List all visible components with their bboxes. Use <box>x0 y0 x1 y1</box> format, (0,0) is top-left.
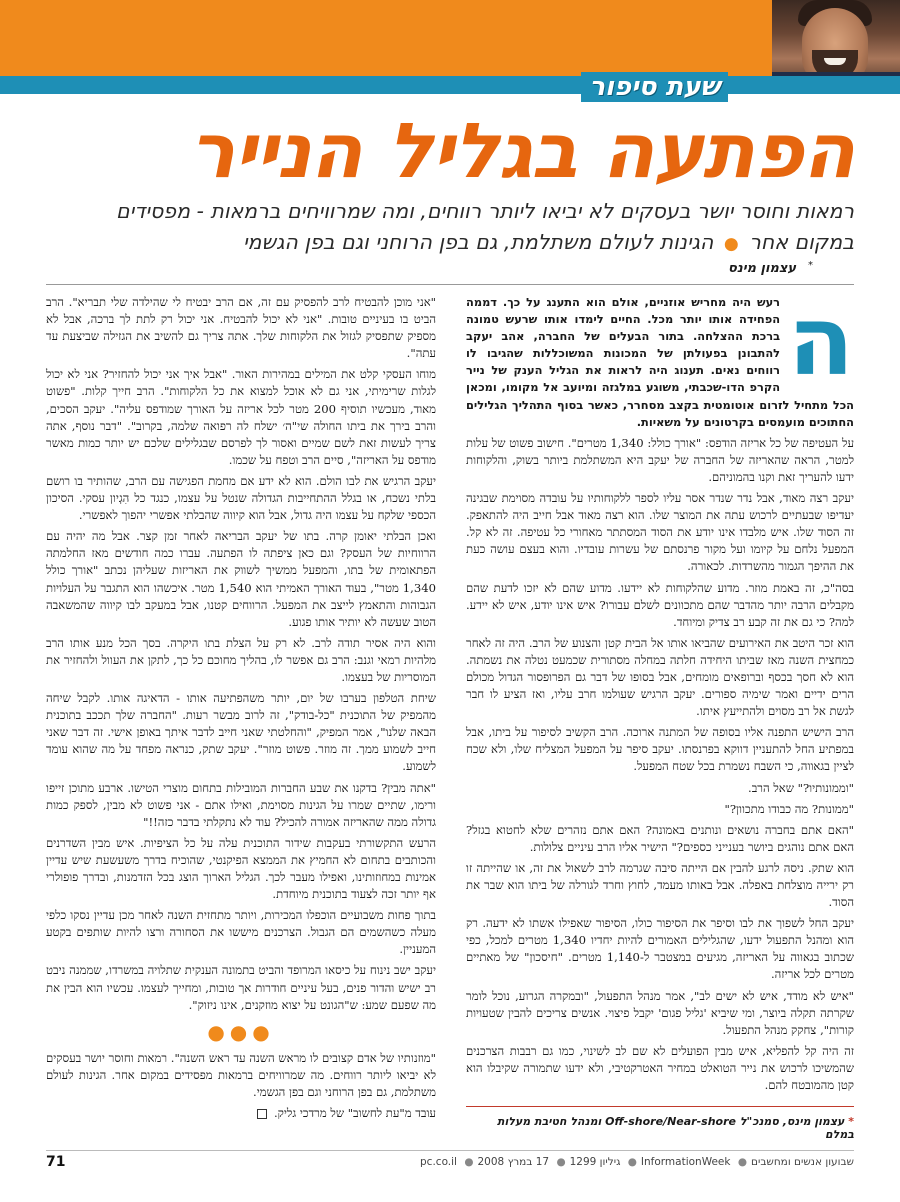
subhead-line-2 <box>46 227 854 260</box>
body-paragraph: "אתה מבין? בדקנו את שבע החברות המובילות בתחום מוצרי הטישו. ארבע מתוכן זייפו ורימו, שתיים שמרו על הגינות מסוימת, ואילו אתם - אני פשוט לא מבין, לספק כמות גדולה ממה שהאריזה אמורה להכיל? עוד לא נתקלתי בדבר כזה!!" <box>46 780 436 829</box>
footer-issue: גיליון 1299 <box>569 1156 621 1168</box>
body-paragraph: "האם אתם בחברה נושאים ונותנים באמונה? האם אתם נזהרים שלא לחטוא בגזל? האם אתם נוהגים ביושר בענייני כספים?" הישיר אליו הרב עיניים צלולות. <box>466 822 854 854</box>
body-paragraph: זה היה קל להפליא, איש מבין הפועלים לא שם לב לשינוי, כמו גם רבבות הצרכנים שהמשיכו לרכוש את נייר הטואלט במחיר האטרקטיבי, ולא ידעו שתמורה שקיבלו הוא קטן מהמובטח להם. <box>466 1043 854 1093</box>
header-orange-band <box>0 0 900 76</box>
body-paragraph: יעקב ישב נינוח על כיסאו המרופד והביט בתמונה הענקית שתלויה במשרדו, שממנה ניבט רב ישיש והדור פנים, בעל עיניים חודרות אך טובות, ומחייך לעצמו. עכשיו הוא הבין את מה שפעם שמע: ש"הגונט על יצוא מוזקנים, אינו ניזוק". <box>46 963 436 1012</box>
section-separator-dots: ●●● <box>207 1019 275 1044</box>
article-headline: הפתעה בגליל הנייר <box>189 106 854 195</box>
body-paragraph: יעקב רצה מאוד, אבל נדר שנדר אסר עליו לספר ללקוחותיו על עובדה מסוימת שבגינה יעדיפו שבעתיים לרכוש עתה את המוצר שלו. הוא רצה מאוד אבל חייב היה להתאפק. זה הסוד שלו. איש מלבדו אינו יודע את הסוד המסתתר מאחורי כל עטיפה. זה לא קל. המפעל נלחם על קיומו ועל מקור פרנסתם של עשרות עובדיו. והוא בעצם עושה כעת את ההיפך הגמור מהשרדות. לכאורה. <box>466 491 854 574</box>
end-mark-icon <box>257 1109 267 1119</box>
author-note <box>466 1106 854 1141</box>
divider <box>46 284 854 285</box>
body-paragraph: על העטיפה של כל אריזה הודפס: "אורך כולל: 1,340 מטרים". חישוב פשוט של עלות למטר, הראה שהאריזה של החברה של יעקב היא המשתלמת ביותר בשוק, והלקוחות ידעו להעריך זאת וקנו בהמוניהם. <box>466 435 855 484</box>
body-paragraph: יעקב הרגיש את לבו הולם. הוא לא ידע אם מחמת הפגישה עם הרב, שהותיר בו רושם בלתי נשכח, או בגלל ההתחייבות הגדולה שנטל על עצמו, כנגד כל הִגְיון עסקי. הסיכון הכספי שלקח על עצמו היה גדול, אבל הוא קיווה שהבלתי אפשרי יהפוך לאפשרי. <box>46 473 436 523</box>
footer-publication: שבועון אנשים ומחשבים <box>751 1156 854 1168</box>
body-paragraph: הרב הישיש התפנה אליו בסופה של המתנה ארוכה. הרב הקשיב לסיפור על ביתו, אבל במפתיע החל להתעניין דווקא בפרנסתו. יעקב סיפר על המפעל המצליח שלו, ולא שכח לציין בגאווה, כי השבח נשמרת בכל שטח המפעל. <box>466 725 854 774</box>
body-paragraph: בסה"כ, זה באמת מוזר. מדוע שהלקוחות לא יידעו. מדוע שהם לא יזכו לדעת שהם מקבלים הרבה יותר מהדבר שהם מתכוונים לשלם עבורו? איש אינו יודע, איש לא יידע. למה? כי גם את זה קבע רב צדיק ומיוחד. <box>466 580 854 629</box>
right-column-body <box>466 435 854 1094</box>
drop-cap: ה <box>788 285 854 397</box>
photo-smile <box>824 58 846 65</box>
body-paragraph: "ממונות? מה כבודו מתכוון?" <box>724 801 854 816</box>
closing-credit-line <box>46 1105 436 1122</box>
header-blue-bar <box>0 76 900 94</box>
body-paragraph: "איש לא מודד, איש לא ישים לב", אמר מנהל התפעול, "ובמקרה הגרוע, נוכל לומר שקרתה תקלה ביוצר, ומי שיביא 'גליל פגום' יקבל פיצוי. אנשים צריכים להבין שטעויות קורות", צחקק מנהל התפעול. <box>466 988 854 1037</box>
footer-date: 17 במרץ 2008 <box>477 1156 550 1168</box>
bullet-icon: ● <box>723 234 739 254</box>
article-subhead <box>46 196 854 260</box>
left-column-body <box>46 294 436 1014</box>
author-photo <box>772 0 900 84</box>
closing-credit: עובד מ"עת לחשוב" של מרדכי גליק. <box>274 1106 436 1121</box>
subhead-line-2b: הגינות לעולם משתלמת, גם בפן הרוחני וגם בפן הגשמי <box>242 230 714 254</box>
body-paragraph: הוא זכר היטב את האירועים שהביאו אותו אל הבית קטן והצנוע של הרב. היה זה לאחר כמחצית השנה מאז שביתו היחידה חלתה במחלה מסתורית שכמעט נטלה את נשמתה. הוא לא חסך בכסף וברופאים מומחים, אבל בסופו של דבר גם הפרופסור הגדול מכולם הרים ידיים ואמר שימיה ספורים. יעקב הרגיש שעולמו חרב עליו, ואז הציע לו חבר לגשת אל רב מסוים ולהתייעץ איתו. <box>466 635 854 719</box>
body-paragraph: יעקב החל לשפוך את לבו וסיפר את הסיפור כולו, הסיפור שאפילו אשתו לא ידעה. רק הוא ומהנל התפעול ידעו, שהגלילים האמורים להיות יחדיו 1,340 מטרים למכל, כפי שכתוב בגאווה על האריזה, מגיעים במצטבר ל-1,140 מטרים. "חיסכון" של מאתיים מטרים לכל אריזה. <box>466 916 854 982</box>
body-paragraph: הרעש התקשורתי בעקבות שידור התוכנית עלה על כל הציפיות. איש מבין השדרנים והכותבים בתחום לא החמיץ את הממצא הפיקנטי, שהוכיח בדרך משעשעת שיש עדיין אמינות במחוזותינו, ואפילו מעבר לכך. הגליל הארוך הוצג בכל הזדמנות, ובדרך פופולרי אף יותר זכה לצעוד בתוכנית מיוחדת. <box>46 835 436 902</box>
body-paragraph: מוחו העסקי קלט את המילים במהירות האור. "אבל איך אני יכול להחזיר? אני לא יכול לגלות שרימיתי, אני גם לא אוכל למצוא את כל הלקוחות". הרב חייך קלות. "פשוט מאוד, מעכשיו תוסיף 200 מטר לכל אריזה על האורך שמודפס עליה". יעקב הסכים, והרב בירך את ביתו החולה שי"ה׳ ישלח לה רפואה שלמה, בקרוב". "דבר נוסף, אתה צריך לעשות זאת לשם שמיים ואסור לך לפרסם שבגלילים שלכם יש יותר כמות מאשר מודפס על האריזה", סיים הרב וטפח על שכמו. <box>46 367 437 467</box>
subhead-line-2a: במקום אחר <box>749 230 854 254</box>
lead-paragraph: רעש היה מחריש אוזניים, אולם הוא התענג על כך. דממה הפחידה אותו יותר מכל. החיים לימדו אותו שרעש טמונה ברכת ההצלחה. בתור הבעלים של החברה, אהב יעקב להתבונן בפעולתן של המכונות המשוכללות שהגיבו לו רווחים נאים. תענוג היה לראות את הגליל הענק של נייר הקרפ הדו-שכבתי, משוגע במלגזה ומיועב אל מקומו, ומכאן הכל מתחיל לזרום אוטומטית בקצב מסחרר, כאשר בסוף התהליך הגלילים החתוכים מועמסים בקרטונים על משאיות. <box>466 295 854 429</box>
closing-paragraph: "מוזנותיו של אדם קצובים לו מראש השנה עד ראש השנה". רמאות וחוסר יושר בעסקים לא יביאו ליותר רווחים. מה שמרוויחים ברמאות מפסידים במקום אחר. הגינות לעולם משתלמת, גם בפן הרוחני וגם בפן הגשמי. <box>46 1050 436 1099</box>
body-paragraph: והוא היה אסיר תודה לרב. לא רק על הצלת בתו היקרה. בסך הכל מנע אותו הרב מלהיות רמאי וגנב: הרב גם אפשר לו, בהליך מחוכם כל כך, לתקן את העוול ולהחזיר את המוסריות של בעצמו. <box>46 635 436 684</box>
footer-info: שבועון אנשים ומחשבים● InformationWeek● גיליון 1299● 17 במרץ 2008● pc.co.il <box>420 1156 854 1168</box>
footer-brand: InformationWeek <box>640 1156 731 1168</box>
body-paragraph: שיחת הטלפון בערבו של יום, יותר משהפתיעה אותו - הדאיגה אותו. לקבל שיחה מהמפיק של התוכנית "כל-בודק", זה לרוב מבשר רעות. "החברה שלך תככב בתוכנית הבאה שלנו", אמר המפיק, "והחלטתי שאני חייב לדבר איתך באופן אישי. זה דבר שאני חייב לשמוע ממך. זה מוזר. פשוט מוזר". יעקב שתק, כנראה מפחד על מה שהוא עומד לשמוע. <box>46 691 436 774</box>
article-column-left <box>46 294 436 1126</box>
body-paragraph: הוא שתק. ניסה לרגע להבין אם הייתה סיבה שגרמה לרב לשאול את זה, או שהייתה זו רק ירייה מוצלחת באפלה. אבל באותו מעמד, לחוץ וחרד לגורלה של ביתו הוא שבר את הסוד. <box>466 860 854 910</box>
body-paragraph: "וממונותיו?" שאל הרב. <box>748 780 854 795</box>
body-paragraph: ואכן הבלתי יאומן קרה. בתו של יעקב הבריאה לאחר זמן קצר. אבל מה יהיה עם הרווחיות של העסק? וגם כאן ציפתה לו הפתעה. עברו כמה חודשים מאז החלמתה הפתאומית של בתו, והמפעל ממשיך לשווק את האריזות שעליהן נכתב "אורך כולל 1,340 מטר", בעוד האורך האמיתי הוא 1,540 מטר. איכשהו הוא התגבר על העלויות הגבוהות והתאמץ לייצב את המפעל. הרווחים קטנו, אבל במעקב לבו קיווה שהמשאבה הטוב שעשה לא יותיר אותו פגוע. <box>46 529 436 629</box>
author-note-text: עצמון מינס, סמנכ"ל Off-shore/Near-shore ומנהל חטיבת מעלות במלם <box>497 1115 854 1141</box>
author-note-marker: * <box>848 1115 854 1128</box>
byline: עצמון מינס <box>728 261 796 276</box>
byline-footnote-marker: * <box>808 260 813 271</box>
page-footer <box>46 1150 854 1173</box>
body-paragraph: בתוך פחות משבועיים הוכפלו המכירות, ויותר מתחזית השנה לאחר מכן עדיין נסקו כלפי מעלה כשהשמים הם הגבול. הצרכנים מיששו את הסחורה ורצו להיות שותפים בקטע המעניין. <box>46 908 436 957</box>
page-number: 71 <box>46 1154 66 1170</box>
subhead-line-1: רמאות וחוסר יושר בעסקים לא יביאו ליותר רווחים, ומה שמרוויחים ברמאות - מפסידים <box>116 199 854 223</box>
article-column-right <box>466 285 855 1098</box>
footer-website: pc.co.il <box>420 1156 457 1168</box>
body-paragraph: "אני מוכן להבטיח לרב להפסיק עם זה, אם הרב יבטיח לי שהילדה שלי תבריא". הרב הביט בו בעיניים טובות. "אני לא יכול להבטיח. אני יכול רק לתת לך ברכה, אבל לא מספיק שתפסיק לגזול את הלקוחות שלך. אתה צריך גם להשיב את הגזילה שביצעת עד עתה". <box>46 295 436 361</box>
section-label: שעת סיפור <box>581 72 728 102</box>
